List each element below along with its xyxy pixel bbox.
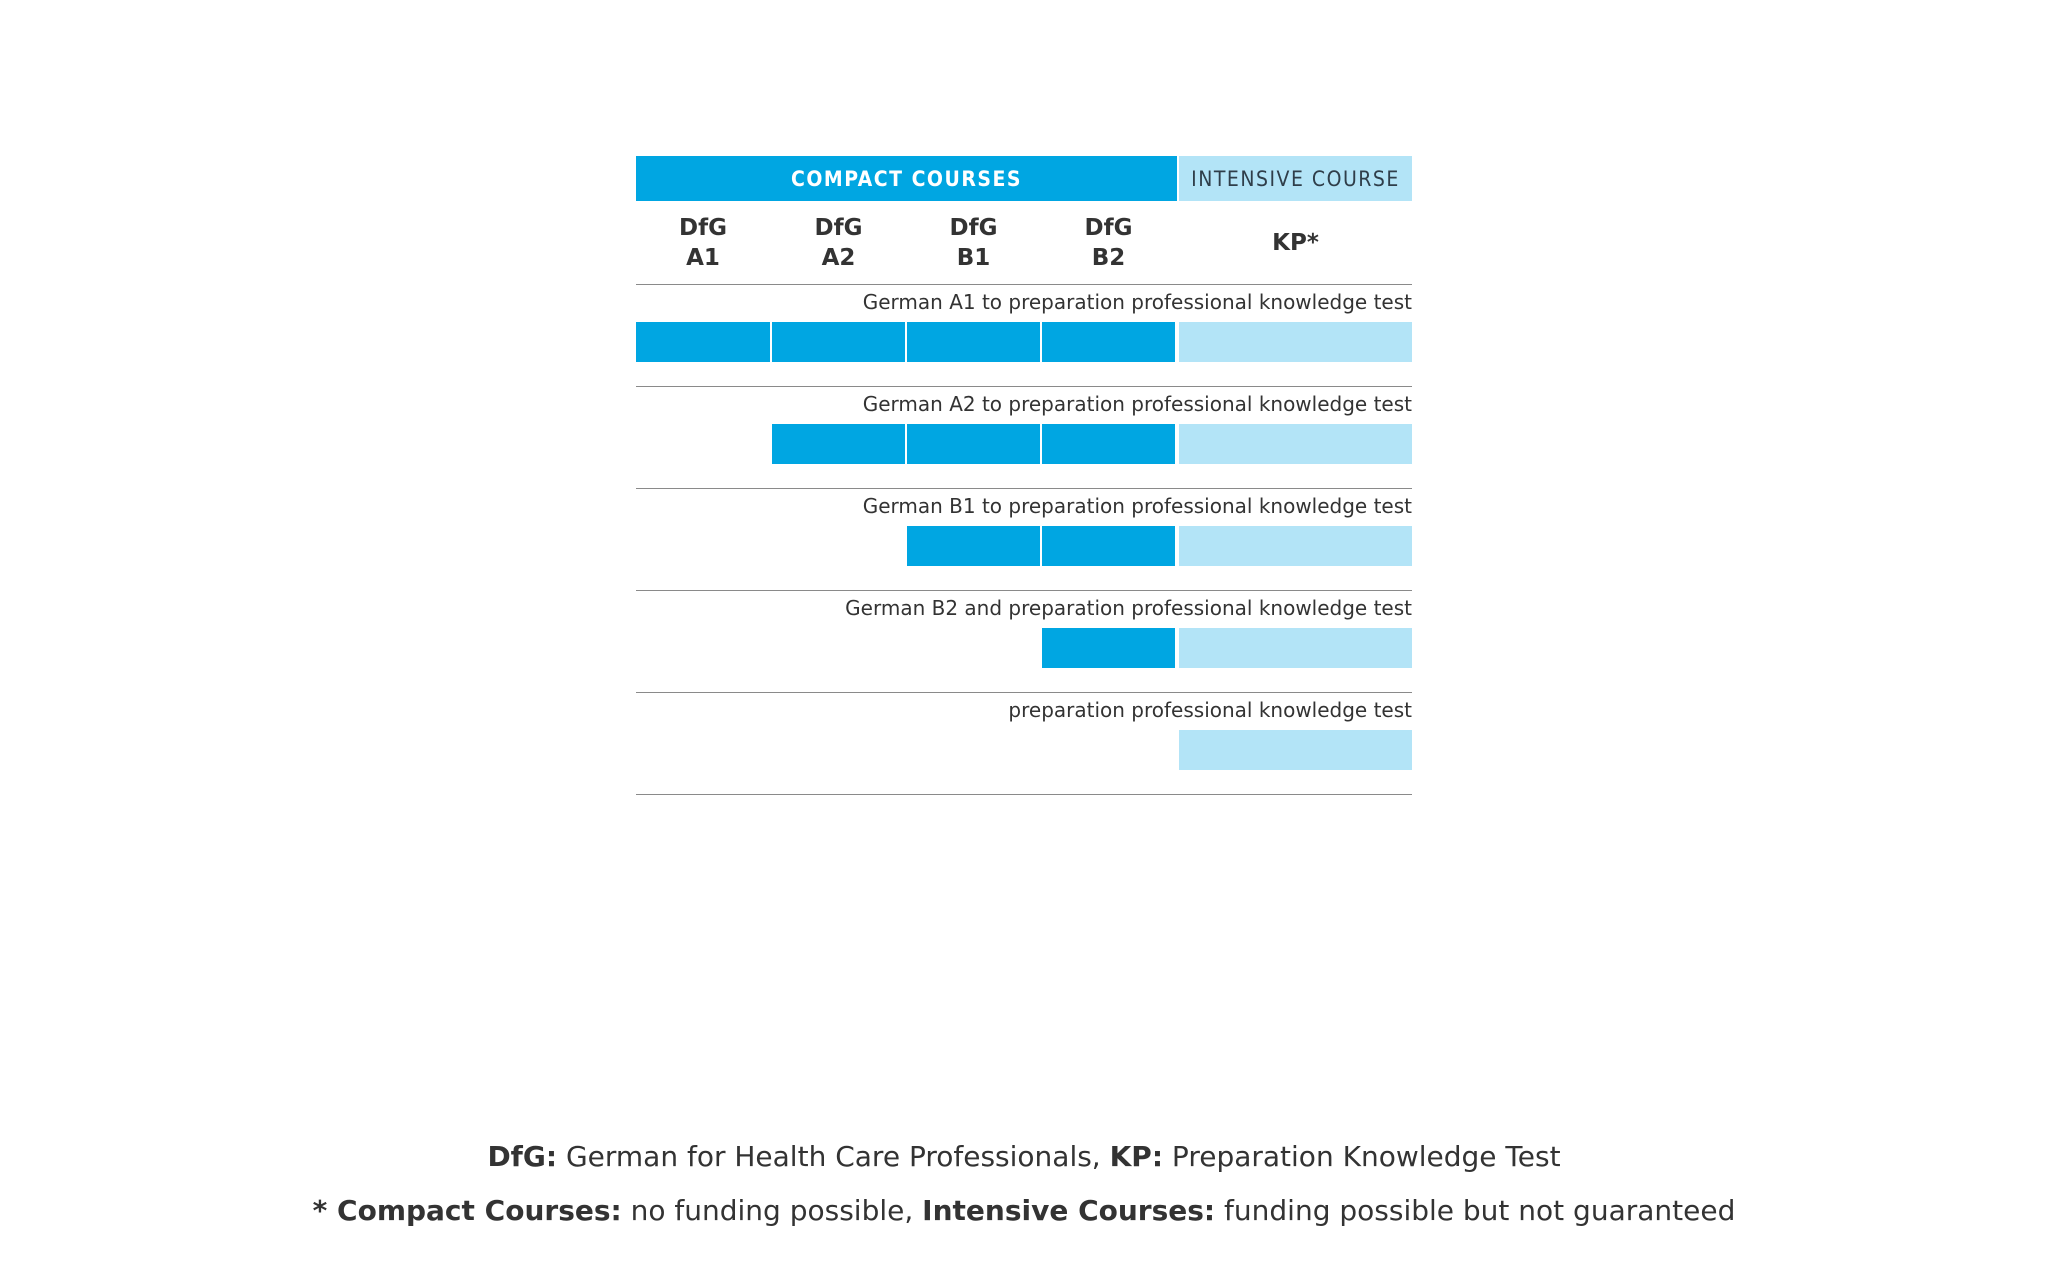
legend <box>0 1130 2048 1238</box>
compact-course-bar <box>1042 322 1175 362</box>
compact-course-bar <box>907 424 1040 464</box>
row-divider <box>636 692 1412 693</box>
compact-course-bar <box>1042 628 1175 668</box>
legend-def-intensive: funding possible but not guaranteed <box>1215 1194 1736 1227</box>
compact-course-bar <box>907 322 1040 362</box>
legend-term-compact: * Compact Courses: <box>312 1194 622 1227</box>
path-label: German A1 to preparation professional knowledge test <box>862 290 1412 314</box>
column-header-dfg-a1 <box>636 213 770 273</box>
compact-course-bar <box>636 322 770 362</box>
column-header-line1: KP* <box>1272 230 1319 256</box>
row-divider <box>636 794 1412 795</box>
legend-def-kp: Preparation Knowledge Test <box>1163 1140 1561 1173</box>
legend-line-abbreviations <box>0 1130 2048 1184</box>
legend-line-funding <box>0 1184 2048 1238</box>
column-header-line2: B1 <box>956 245 991 271</box>
column-header-dfg-b2 <box>1042 213 1175 273</box>
column-header-line1: DfG <box>814 215 863 241</box>
header-divider <box>636 284 1412 285</box>
compact-course-bar <box>772 322 905 362</box>
intensive-course-bar <box>1179 424 1412 464</box>
column-header-line1: DfG <box>949 215 998 241</box>
row-divider <box>636 488 1412 489</box>
course-path-diagram <box>636 156 1412 796</box>
intensive-course-bar <box>1179 322 1412 362</box>
column-header-dfg-b1 <box>907 213 1040 273</box>
path-label: preparation professional knowledge test <box>1008 698 1412 722</box>
column-header-line2: A2 <box>821 245 856 271</box>
column-header-line2: A1 <box>686 245 720 271</box>
column-header-kp <box>1179 213 1412 273</box>
intensive-course-bar <box>1179 628 1412 668</box>
column-header-line1: DfG <box>679 215 727 241</box>
compact-course-bar <box>907 526 1040 566</box>
legend-term-dfg: DfG: <box>487 1140 558 1173</box>
compact-course-bar <box>1042 526 1175 566</box>
compact-course-bar <box>1042 424 1175 464</box>
column-header-dfg-a2 <box>772 213 905 273</box>
legend-def-dfg: German for Health Care Professionals, <box>557 1140 1110 1173</box>
row-divider <box>636 590 1412 591</box>
column-header-line1: DfG <box>1084 215 1133 241</box>
intensive-course-header: INTENSIVE COURSE <box>1179 156 1412 201</box>
path-label: German B2 and preparation professional knowledge test <box>845 596 1412 620</box>
path-label: German A2 to preparation professional knowledge test <box>862 392 1412 416</box>
intensive-course-bar <box>1179 526 1412 566</box>
legend-def-compact: no funding possible, <box>621 1194 923 1227</box>
legend-term-kp: KP: <box>1109 1140 1164 1173</box>
path-label: German B1 to preparation professional knowledge test <box>862 494 1412 518</box>
legend-term-intensive: Intensive Courses: <box>922 1194 1216 1227</box>
column-header-line2: B2 <box>1091 245 1126 271</box>
intensive-course-bar <box>1179 730 1412 770</box>
compact-course-bar <box>772 424 905 464</box>
row-divider <box>636 386 1412 387</box>
compact-courses-header: COMPACT COURSES <box>636 156 1177 201</box>
